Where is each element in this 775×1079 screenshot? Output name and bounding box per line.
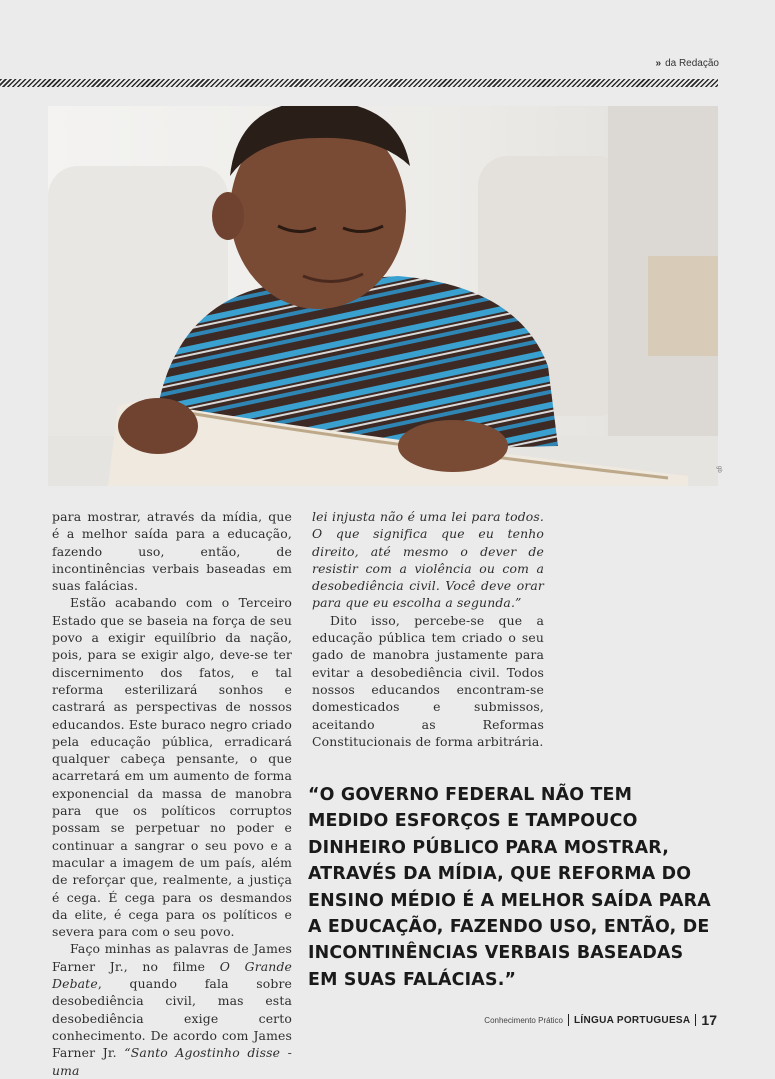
quote-continuation — [312, 508, 544, 612]
decorative-hatch-rule — [0, 79, 718, 87]
photo-credit: gb — [716, 466, 722, 473]
footer-magazine-title: LÍNGUA PORTUGUESA — [574, 1014, 691, 1026]
section-label-text: da Redação — [665, 58, 719, 69]
quote-text: lei injusta não é uma lei para todos. O que significa que eu tenho direito, até mesmo o dever de resistir com a violência ou com a desobediência civil. Você deve orar para que eu escolha a segunda.” — [312, 509, 544, 611]
paragraph: Estão acabando com o Terceiro Estado que se baseia na força de seu povo a exigir equilíbrio da nação, pois, para se exigir algo, deve-se ter discernimento dos fatos, e tal reforma esterilizará sonhos e castrará as perspectivas de nossos educandos. Este buraco negro criado pela educação pública, erradicará qualquer cabeça pensante, o que acarretará em um aumento de forma exponencial da massa de manobra para que os políticos corruptos possam se perpetuar no poder e continuar a sangrar o seu povo e a macular a imagem de um país, além de reforçar que, realmente, a justiça é cega. É cega para os desmandos da elite, é cega para os políticos e severa para com o seu povo. — [52, 595, 292, 940]
article-photo — [48, 106, 718, 486]
quote-start: “Santo Agostinho disse - uma — [52, 1045, 292, 1078]
article-column-1 — [52, 508, 292, 1079]
double-chevron-icon: » — [655, 58, 662, 69]
section-label — [656, 58, 720, 69]
boy-reading-illustration — [48, 106, 718, 486]
paragraph: para mostrar, através da mídia, que é a melhor saída para a educação, fazendo uso, então, de incontinências verbais baseadas em suas falácias. — [52, 509, 292, 594]
page-number: 17 — [701, 1012, 717, 1028]
paragraph: Dito isso, percebe-se que a educação pública tem criado o seu gado de manobra justamente para evitar a desobediência civil. Todos nossos educandos encontram-se domesticados e submissos, aceitando as Reformas Constitucionais de forma arbitrária. — [312, 612, 544, 749]
text-run: Faço minhas as palavras de James Farner Jr., no filme — [52, 941, 292, 974]
page-footer — [484, 1012, 717, 1028]
pull-quote: “O GOVERNO FEDERAL NÃO TEM MEDIDO ESFORÇOS E TAMPOUCO DINHEIRO PÚBLICO PARA MOSTRAR, ATRAVÉS DA MÍDIA, QUE REFORMA DO ENSINO MÉDIO É A MELHOR SAÍDA PARA A EDUCAÇÃO, FAZENDO USO, ENTÃO, DE INCONTINÊNCIAS VERBAIS BASEADAS EM SUAS FALÁCIAS.” — [308, 785, 711, 990]
footer-divider — [695, 1014, 696, 1026]
film-title: O Grande Debate — [52, 958, 293, 992]
footer-brand: Conhecimento Prático — [484, 1015, 564, 1025]
text-run: , quando fala sobre desobediência civil, mas esta desobediência exige certo conhecimento. De acordo com James Farner Jr. — [52, 976, 292, 1061]
paragraph — [52, 940, 292, 1078]
article-column-2 — [312, 508, 544, 750]
footer-divider — [568, 1014, 569, 1026]
